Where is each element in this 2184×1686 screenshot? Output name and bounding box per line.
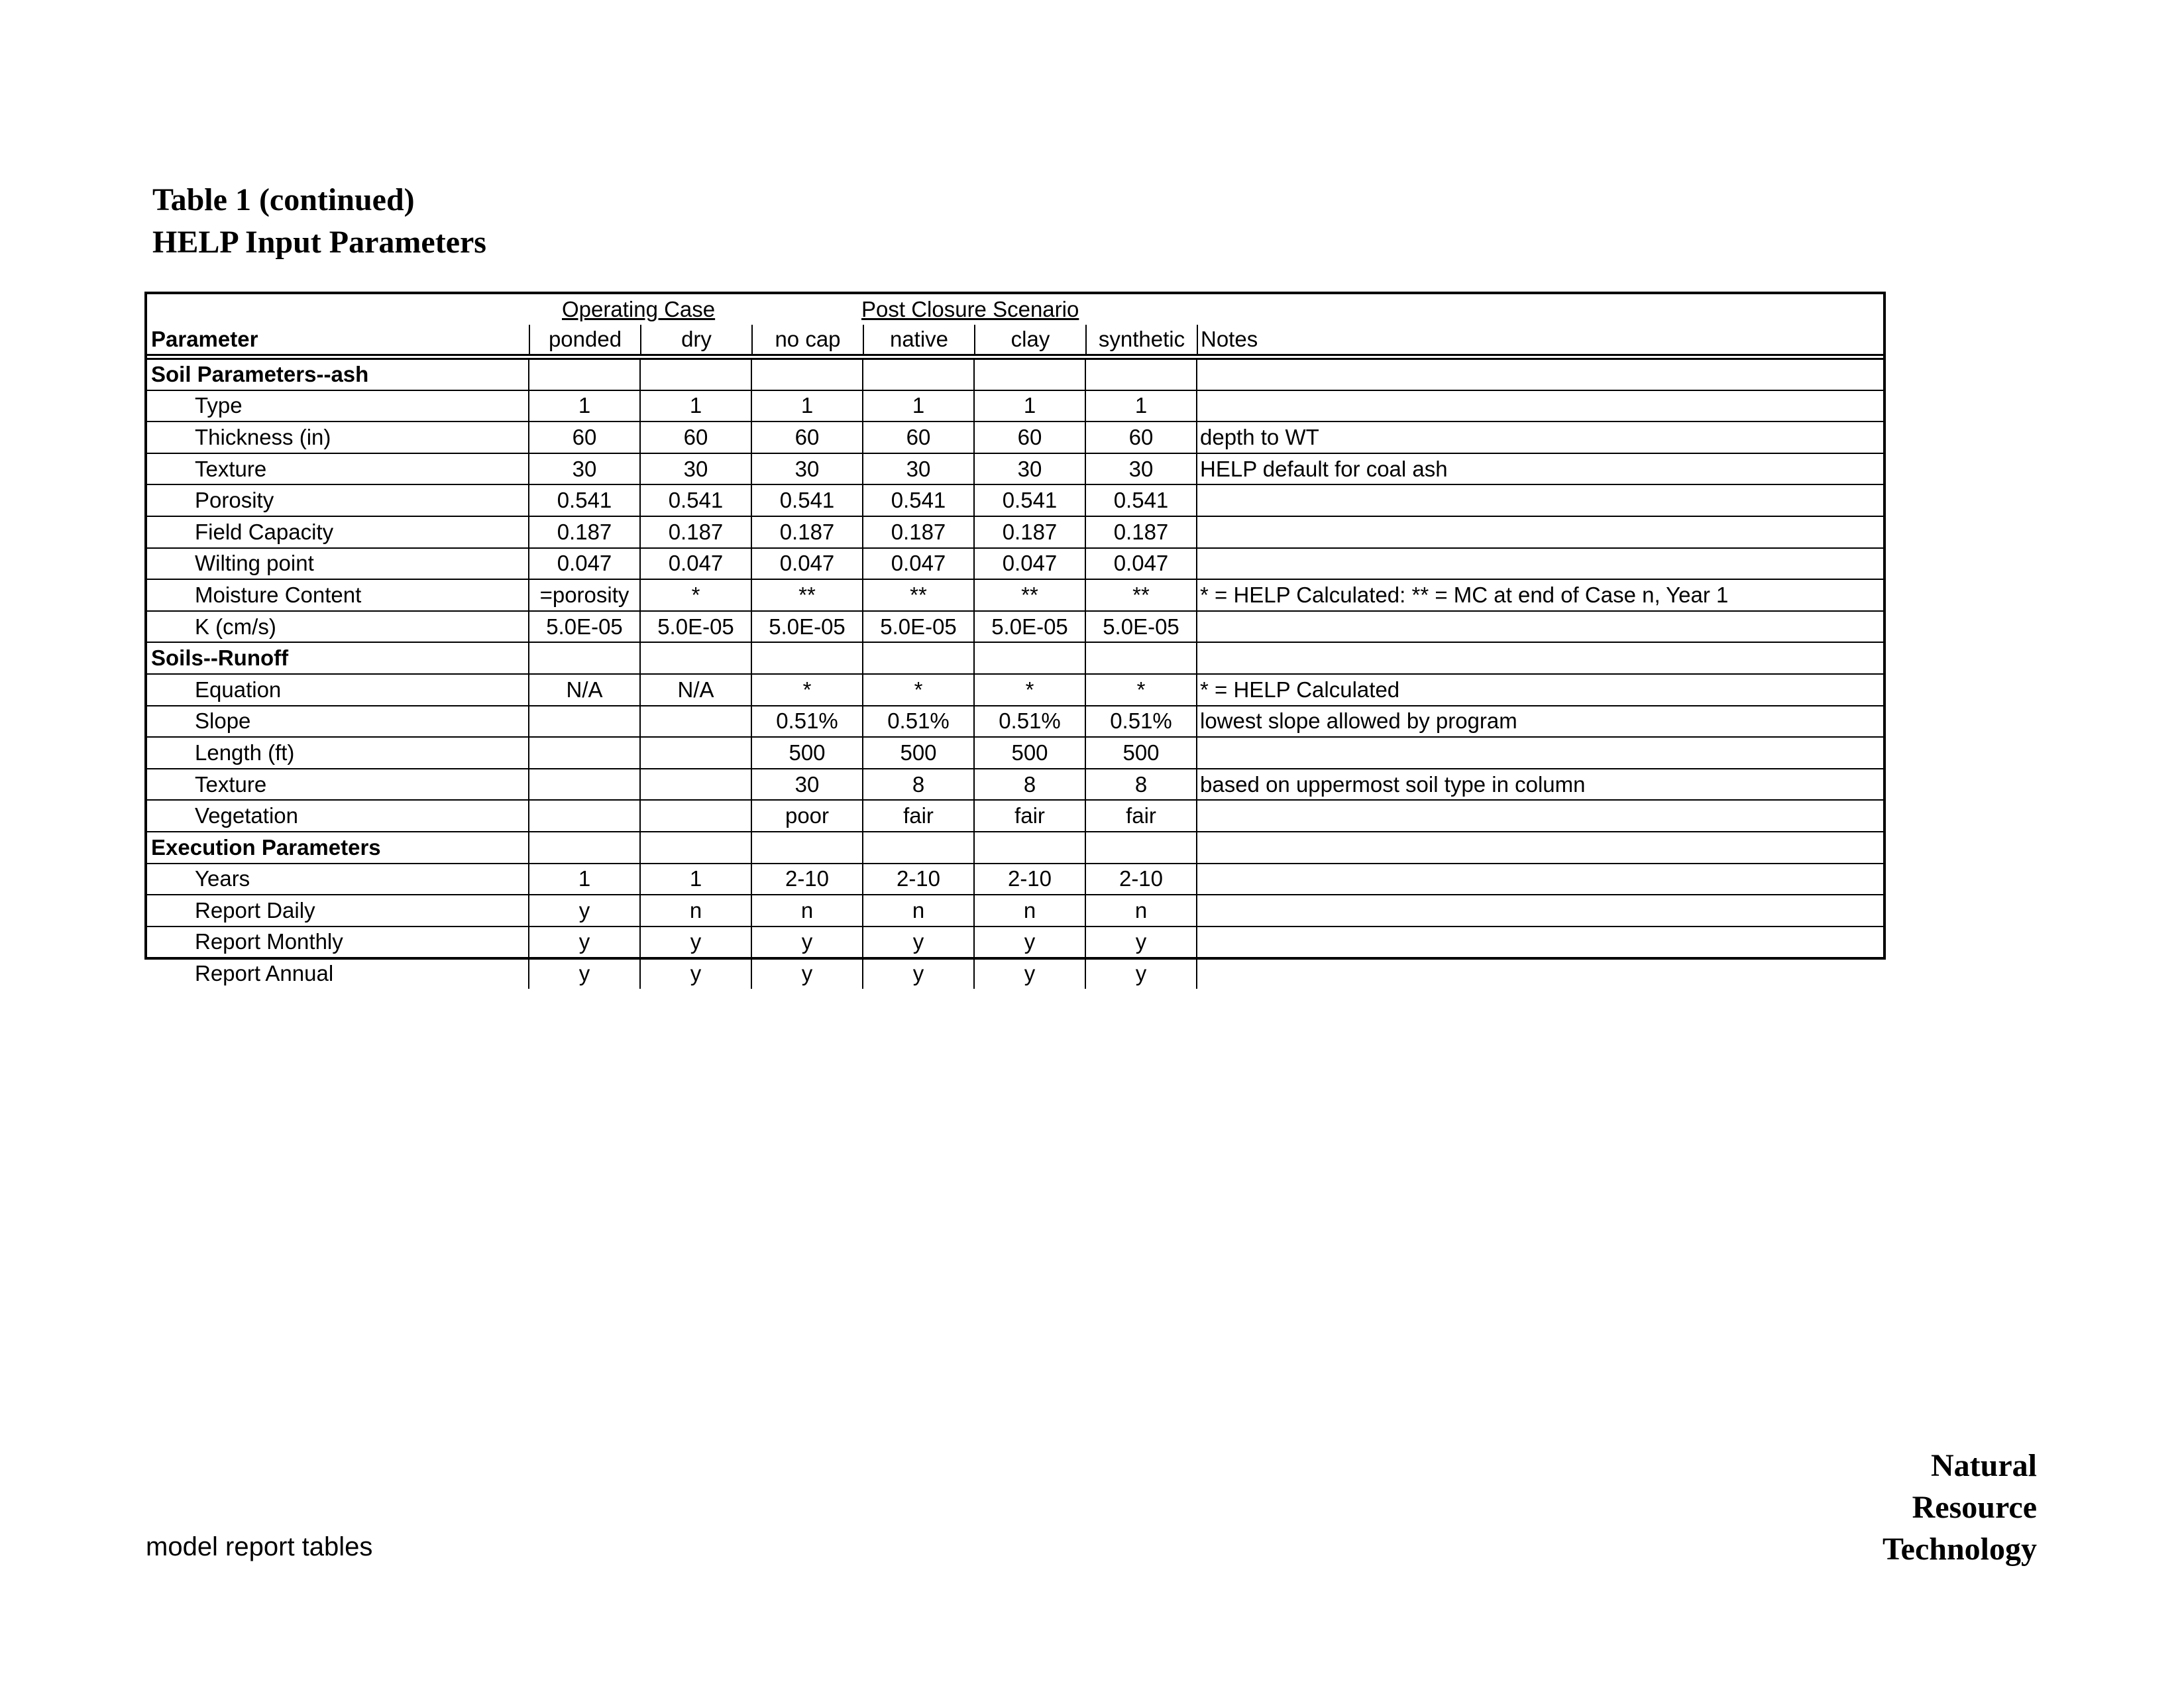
value-cell: y bbox=[529, 958, 640, 989]
table-row bbox=[147, 895, 1883, 927]
value-cell: N/A bbox=[640, 674, 751, 706]
value-cell: 1 bbox=[863, 390, 974, 422]
notes-cell: HELP default for coal ash bbox=[1197, 453, 1883, 485]
value-cell: =porosity bbox=[529, 579, 640, 611]
company-logo bbox=[1883, 1445, 2037, 1570]
value-cell: 0.51% bbox=[1085, 706, 1197, 738]
value-cell bbox=[751, 359, 863, 390]
value-cell: ** bbox=[863, 579, 974, 611]
value-cell: n bbox=[974, 895, 1085, 927]
header-rule-top bbox=[147, 354, 1883, 356]
section-row bbox=[147, 642, 1883, 674]
parameter-cell: Vegetation bbox=[147, 800, 529, 832]
value-cell: 60 bbox=[640, 422, 751, 453]
value-cell bbox=[640, 642, 751, 674]
value-cell bbox=[974, 359, 1085, 390]
parameter-cell: Field Capacity bbox=[147, 516, 529, 548]
value-cell: 5.0E-05 bbox=[529, 611, 640, 643]
value-cell: 0.51% bbox=[974, 706, 1085, 738]
value-cell: n bbox=[1085, 895, 1197, 927]
value-cell: 1 bbox=[751, 390, 863, 422]
notes-cell bbox=[1197, 516, 1883, 548]
value-cell: y bbox=[863, 927, 974, 958]
section-label: Soils--Runoff bbox=[147, 642, 529, 674]
value-cell: 8 bbox=[863, 769, 974, 801]
table-row bbox=[147, 422, 1883, 453]
value-cell: y bbox=[529, 927, 640, 958]
value-cell: 0.187 bbox=[974, 516, 1085, 548]
logo-line-3: Technology bbox=[1883, 1532, 2037, 1567]
column-header-dry: dry bbox=[640, 325, 751, 354]
parameter-cell: Type bbox=[147, 390, 529, 422]
parameter-cell: Texture bbox=[147, 453, 529, 485]
table-row bbox=[147, 548, 1883, 580]
value-cell bbox=[863, 359, 974, 390]
value-cell: 0.541 bbox=[974, 484, 1085, 516]
value-cell: 0.047 bbox=[751, 548, 863, 580]
value-cell: 30 bbox=[751, 769, 863, 801]
section-row bbox=[147, 832, 1883, 864]
table-row bbox=[147, 769, 1883, 801]
value-cell bbox=[974, 832, 1085, 864]
help-input-parameters-table bbox=[144, 292, 1886, 986]
value-cell bbox=[529, 706, 640, 738]
value-cell: 8 bbox=[974, 769, 1085, 801]
notes-cell bbox=[1197, 611, 1883, 643]
value-cell: 0.541 bbox=[1085, 484, 1197, 516]
value-cell bbox=[640, 800, 751, 832]
value-cell: y bbox=[529, 895, 640, 927]
value-cell: 0.541 bbox=[863, 484, 974, 516]
value-cell: 5.0E-05 bbox=[751, 611, 863, 643]
value-cell: y bbox=[640, 958, 751, 989]
value-cell: fair bbox=[863, 800, 974, 832]
value-cell bbox=[640, 769, 751, 801]
table-body bbox=[147, 359, 1883, 989]
value-cell bbox=[640, 832, 751, 864]
value-cell: N/A bbox=[529, 674, 640, 706]
table-row bbox=[147, 927, 1883, 958]
value-cell: 0.047 bbox=[529, 548, 640, 580]
column-header-ponded: ponded bbox=[529, 325, 640, 354]
parameter-cell: Report Annual bbox=[195, 961, 334, 986]
value-cell: 5.0E-05 bbox=[863, 611, 974, 643]
value-cell bbox=[1085, 832, 1197, 864]
value-cell bbox=[529, 642, 640, 674]
value-cell: 30 bbox=[1085, 453, 1197, 485]
value-cell: 2-10 bbox=[974, 864, 1085, 895]
value-cell: 500 bbox=[974, 737, 1085, 769]
table-row bbox=[147, 737, 1883, 769]
notes-cell: * = HELP Calculated: ** = MC at end of Case n, Year 1 bbox=[1197, 579, 1883, 611]
parameter-cell: Years bbox=[147, 864, 529, 895]
value-cell bbox=[529, 769, 640, 801]
value-cell: * bbox=[751, 674, 863, 706]
value-cell bbox=[640, 737, 751, 769]
notes-cell: depth to WT bbox=[1197, 422, 1883, 453]
value-cell bbox=[863, 832, 974, 864]
parameter-cell: Slope bbox=[147, 706, 529, 738]
value-cell: y bbox=[1085, 927, 1197, 958]
value-cell: 2-10 bbox=[1085, 864, 1197, 895]
section-label: Soil Parameters--ash bbox=[147, 359, 529, 390]
table-row bbox=[147, 484, 1883, 516]
value-cell: 30 bbox=[529, 453, 640, 485]
value-cell: 1 bbox=[974, 390, 1085, 422]
value-cell: 5.0E-05 bbox=[640, 611, 751, 643]
title-line-1: Table 1 (continued) bbox=[152, 182, 415, 217]
value-cell: y bbox=[751, 958, 863, 989]
value-cell: 1 bbox=[529, 390, 640, 422]
table-row bbox=[147, 611, 1883, 643]
notes-cell bbox=[1197, 390, 1883, 422]
value-cell bbox=[640, 359, 751, 390]
notes-cell bbox=[1197, 548, 1883, 580]
parameter-cell: Texture bbox=[147, 769, 529, 801]
value-cell: 0.187 bbox=[863, 516, 974, 548]
logo-line-1: Natural bbox=[1931, 1448, 2037, 1483]
value-cell: 30 bbox=[863, 453, 974, 485]
value-cell: 0.047 bbox=[1085, 548, 1197, 580]
value-cell: 0.187 bbox=[529, 516, 640, 548]
notes-cell bbox=[1197, 484, 1883, 516]
parameter-cell: Report Daily bbox=[147, 895, 529, 927]
parameter-cell: Length (ft) bbox=[147, 737, 529, 769]
parameter-cell: Porosity bbox=[147, 484, 529, 516]
value-cell: y bbox=[751, 927, 863, 958]
value-cell bbox=[1085, 359, 1197, 390]
value-cell: 60 bbox=[1085, 422, 1197, 453]
column-header-no-cap: no cap bbox=[751, 325, 863, 354]
parameter-cell: Thickness (in) bbox=[147, 422, 529, 453]
parameter-cell: Wilting point bbox=[147, 548, 529, 580]
section-row bbox=[147, 359, 1883, 390]
value-cell: 0.51% bbox=[751, 706, 863, 738]
value-cell: ** bbox=[751, 579, 863, 611]
value-cell bbox=[529, 800, 640, 832]
value-cell: 60 bbox=[751, 422, 863, 453]
logo-line-2: Resource bbox=[1912, 1490, 2037, 1525]
notes-cell bbox=[1197, 737, 1883, 769]
parameter-cell: Equation bbox=[147, 674, 529, 706]
value-cell: n bbox=[863, 895, 974, 927]
value-cell: y bbox=[974, 958, 1085, 989]
table-row bbox=[147, 800, 1883, 832]
column-header-parameter: Parameter bbox=[151, 327, 258, 351]
value-cell: 2-10 bbox=[863, 864, 974, 895]
notes-cell bbox=[1197, 800, 1883, 832]
table-row bbox=[147, 390, 1883, 422]
notes-cell bbox=[1197, 864, 1883, 895]
value-cell: * bbox=[1085, 674, 1197, 706]
value-cell: 30 bbox=[974, 453, 1085, 485]
notes-cell bbox=[1197, 958, 1883, 989]
value-cell: * bbox=[640, 579, 751, 611]
value-cell: fair bbox=[974, 800, 1085, 832]
value-cell: y bbox=[974, 927, 1085, 958]
value-cell: 60 bbox=[974, 422, 1085, 453]
value-cell: 0.187 bbox=[640, 516, 751, 548]
table-row bbox=[147, 958, 1883, 989]
parameter-cell: K (cm/s) bbox=[147, 611, 529, 643]
value-cell bbox=[529, 832, 640, 864]
column-header-native: native bbox=[863, 325, 974, 354]
value-cell bbox=[529, 359, 640, 390]
value-cell: 0.047 bbox=[863, 548, 974, 580]
table-row bbox=[147, 706, 1883, 738]
value-cell: * bbox=[974, 674, 1085, 706]
value-cell: 0.047 bbox=[640, 548, 751, 580]
group-header-post-closure-scenario: Post Closure Scenario bbox=[861, 297, 1079, 321]
notes-cell: lowest slope allowed by program bbox=[1197, 706, 1883, 738]
value-cell: y bbox=[863, 958, 974, 989]
value-cell: * bbox=[863, 674, 974, 706]
notes-cell: * = HELP Calculated bbox=[1197, 674, 1883, 706]
value-cell: 30 bbox=[640, 453, 751, 485]
notes-cell bbox=[1197, 832, 1883, 864]
table-row bbox=[147, 674, 1883, 706]
group-header-operating-case: Operating Case bbox=[562, 297, 716, 321]
value-cell: 0.187 bbox=[1085, 516, 1197, 548]
value-cell: 2-10 bbox=[751, 864, 863, 895]
value-cell bbox=[1085, 642, 1197, 674]
value-cell: y bbox=[640, 927, 751, 958]
value-cell bbox=[751, 642, 863, 674]
value-cell bbox=[751, 832, 863, 864]
value-cell: 0.541 bbox=[751, 484, 863, 516]
notes-cell: based on uppermost soil type in column bbox=[1197, 769, 1883, 801]
notes-cell bbox=[1197, 642, 1883, 674]
table-row bbox=[147, 579, 1883, 611]
value-cell: 0.541 bbox=[529, 484, 640, 516]
value-cell: n bbox=[751, 895, 863, 927]
document-title bbox=[152, 179, 486, 264]
parameter-cell: Report Monthly bbox=[147, 927, 529, 958]
value-cell: 0.047 bbox=[974, 548, 1085, 580]
title-line-2: HELP Input Parameters bbox=[152, 225, 486, 260]
value-cell: 1 bbox=[1085, 390, 1197, 422]
value-cell: poor bbox=[751, 800, 863, 832]
footer-caption: model report tables bbox=[146, 1532, 373, 1561]
column-header-notes: Notes bbox=[1197, 325, 1883, 354]
value-cell: 0.187 bbox=[751, 516, 863, 548]
value-cell: 0.541 bbox=[640, 484, 751, 516]
value-cell: 1 bbox=[529, 864, 640, 895]
parameter-cell: Moisture Content bbox=[147, 579, 529, 611]
value-cell bbox=[529, 737, 640, 769]
notes-cell bbox=[1197, 927, 1883, 958]
value-cell: 500 bbox=[1085, 737, 1197, 769]
value-cell: 1 bbox=[640, 390, 751, 422]
value-cell: 8 bbox=[1085, 769, 1197, 801]
value-cell: 60 bbox=[863, 422, 974, 453]
notes-cell bbox=[1197, 359, 1883, 390]
value-cell: 5.0E-05 bbox=[1085, 611, 1197, 643]
value-cell: 0.51% bbox=[863, 706, 974, 738]
value-cell: 60 bbox=[529, 422, 640, 453]
column-header-clay: clay bbox=[974, 325, 1085, 354]
section-label: Execution Parameters bbox=[147, 832, 529, 864]
value-cell: 1 bbox=[640, 864, 751, 895]
column-header-synthetic: synthetic bbox=[1085, 325, 1197, 354]
value-cell bbox=[974, 642, 1085, 674]
table-row bbox=[147, 864, 1883, 895]
value-cell: 5.0E-05 bbox=[974, 611, 1085, 643]
value-cell: fair bbox=[1085, 800, 1197, 832]
value-cell bbox=[863, 642, 974, 674]
value-cell: 30 bbox=[751, 453, 863, 485]
value-cell bbox=[640, 706, 751, 738]
value-cell: n bbox=[640, 895, 751, 927]
data-table bbox=[147, 359, 1883, 989]
table-row bbox=[147, 453, 1883, 485]
value-cell: ** bbox=[1085, 579, 1197, 611]
value-cell: ** bbox=[974, 579, 1085, 611]
notes-cell bbox=[1197, 895, 1883, 927]
value-cell: y bbox=[1085, 958, 1197, 989]
table-row bbox=[147, 516, 1883, 548]
value-cell: 500 bbox=[863, 737, 974, 769]
value-cell: 500 bbox=[751, 737, 863, 769]
